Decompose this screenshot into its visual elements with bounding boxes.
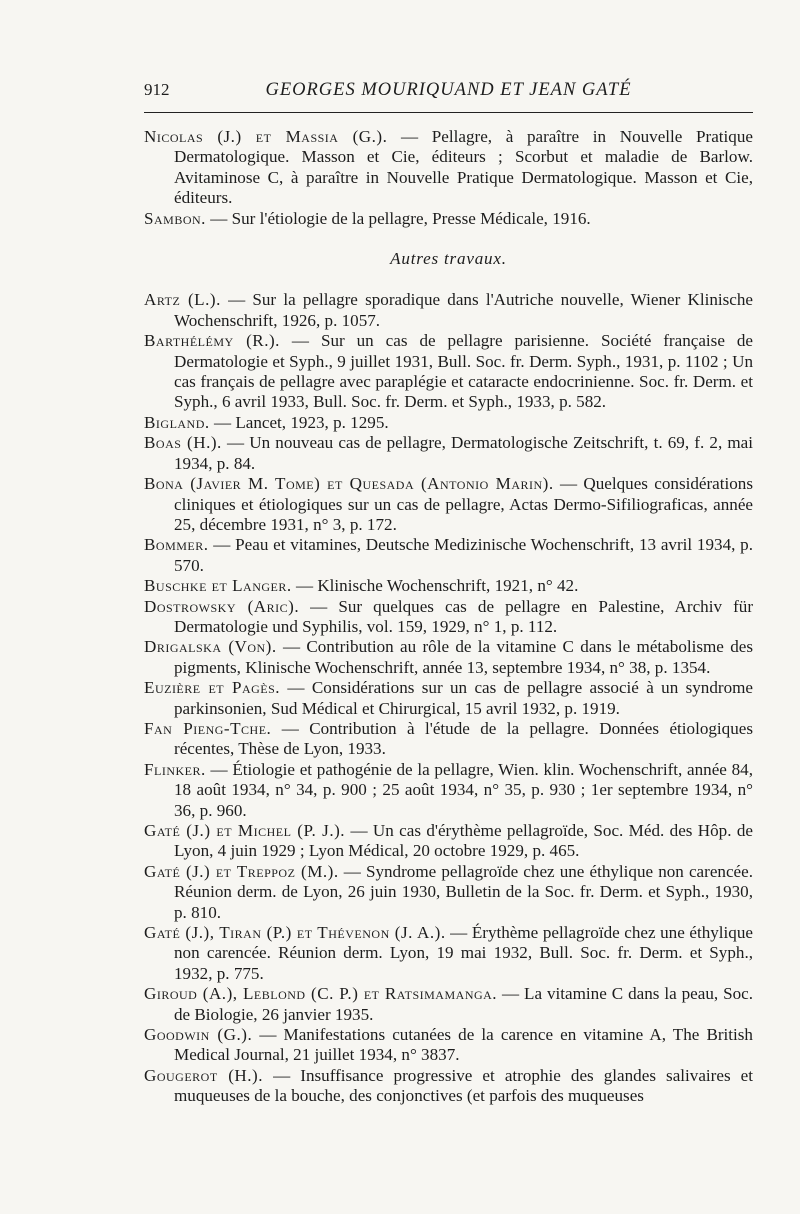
entry-authors: Gougerot (H.). — [144, 1065, 264, 1085]
bibliography — [144, 127, 753, 1107]
bibliography-entry — [144, 474, 753, 535]
entry-authors: Dostrowsky (Aric). — [144, 596, 300, 616]
entry-authors: Bona (Javier M. Tome) et Quesada (Antonio Marin). — [144, 474, 554, 494]
entry-text: — Insuffisance progressive et atrophie des glandes salivaires et muqueuses de la bouche, des conjonctives (et parfois des muqueuses — [174, 1065, 753, 1106]
bibliography-entry — [144, 290, 753, 331]
header-rule — [144, 112, 753, 113]
entry-text: — Contribution à l'étude de la pellagre. Données étiologiques récentes, Thèse de Lyon, 1933. — [174, 718, 753, 759]
entry-text: — Klinische Wochenschrift, 1921, n° 42. — [291, 576, 579, 596]
bibliography-list-other-works — [144, 290, 753, 1106]
bibliography-entry — [144, 433, 753, 474]
bibliography-entry — [144, 1025, 753, 1066]
entry-authors: Bommer. — [144, 535, 209, 555]
bibliography-entry — [144, 719, 753, 760]
bibliography-entry — [144, 637, 753, 678]
entry-authors: Buschke et Langer. — [144, 576, 292, 596]
page-number: 912 — [144, 80, 170, 99]
entry-text: — Lancet, 1923, p. 1295. — [209, 412, 389, 432]
entry-text: — Sur l'étiologie de la pellagre, Presse Médicale, 1916. — [205, 208, 591, 228]
page-header — [144, 80, 753, 110]
entry-text: — Sur un cas de pellagre parisienne. Société française de Dermatologie et Syph., 9 juillet 1931, Bull. Soc. fr. Derm. Syph., 1931, p. 1102 ; Un cas français de pellagre avec paraplégie et cataracte endocrinienne. Soc. fr. Derm. et Syph., 6 avril 1933, Bull. Soc. fr. Derm. et Syph., 1933, p. 582. — [174, 331, 753, 412]
entry-text: — Sur quelques cas de pellagre en Palestine, Archiv für Dermatologie und Syphilis, vol. 159, 1929, n° 1, p. 112. — [174, 596, 754, 636]
bibliography-entry — [144, 413, 753, 433]
entry-authors: Euzière et Pagès. — [144, 678, 281, 698]
entry-text: — Contribution au rôle de la vitamine C dans le métabolisme des pigments, Klinische Wochenschrift, année 13, septembre 1934, n° 38, p. 1354. — [174, 637, 753, 677]
entry-authors: Nicolas (J.) et Massia (G.). — [144, 127, 388, 146]
bibliography-entry — [144, 209, 753, 229]
running-title: GEORGES MOURIQUAND ET JEAN GATÉ — [265, 80, 632, 100]
entry-authors: Drigalska (Von). — [144, 637, 277, 657]
entry-text: — Sur la pellagre sporadique dans l'Autriche nouvelle, Wiener Klinische Wochenschrift, 1926, p. 1057. — [174, 290, 754, 330]
entry-text: — Considérations sur un cas de pellagre associé à un syndrome parkinsonien, Sud Médical et Chirurgical, 15 avril 1932, p. 1919. — [174, 678, 754, 718]
bibliography-entry — [144, 984, 753, 1025]
bibliography-entry — [144, 576, 753, 596]
entry-text: — Syndrome pellagroïde chez une éthylique non carencée. Réunion derm. de Lyon, 26 juin 1930, Bulletin de la Soc. fr. Derm. et Syph., 1930, p. 810. — [174, 861, 753, 922]
bibliography-entry — [144, 331, 753, 413]
entry-authors: Sambon. — [144, 208, 206, 228]
entry-authors: Gaté (J.) et Treppoz (M.). — [144, 861, 339, 881]
entry-authors: Artz (L.). — [144, 290, 221, 310]
entry-text: — Érythème pellagroïde chez une éthylique non carencée. Réunion derm. Lyon, 19 mai 1932, Bull. Soc. fr. Derm. et Syph., 1932, p. 775. — [174, 923, 753, 983]
entry-authors: Barthélémy (R.). — [144, 331, 280, 351]
entry-authors: Bigland. — [144, 412, 210, 432]
bibliography-entry — [144, 127, 753, 209]
entry-authors: Goodwin (G.). — [144, 1025, 253, 1045]
bibliography-entry — [144, 862, 753, 923]
entry-text: — Pellagre, à paraître in Nouvelle Pratique Dermatologique. Masson et Cie, éditeurs ; Scorbut et maladie de Barlow. Avitaminose C, à paraître in Nouvelle Pratique Dermatologique. Masson et Cie, éditeurs. — [174, 127, 753, 208]
entry-text: — Peau et vitamines, Deutsche Medizinische Wochenschrift, 13 avril 1934, p. 570. — [174, 535, 753, 575]
bibliography-list-main — [144, 127, 753, 229]
entry-authors: Gaté (J.) et Michel (P. J.). — [144, 821, 346, 840]
entry-text: — Étiologie et pathogénie de la pellagre, Wien. klin. Wochenschrift, année 84, 18 août 1934, n° 34, p. 900 ; 25 août 1934, n° 35, p. 930 ; 1er septembre 1934, n° 36, p. 960. — [174, 759, 753, 820]
bibliography-entry — [144, 923, 753, 984]
bibliography-entry — [144, 821, 753, 862]
bibliography-entry — [144, 678, 753, 719]
bibliography-entry — [144, 1066, 753, 1107]
entry-authors: Boas (H.). — [144, 433, 222, 453]
entry-text: — Quelques considérations cliniques et étiologiques sur un cas de pellagre, Actas Dermo-Sifiliograficas, année 25, décembre 1931, n° 3, p. 172. — [174, 474, 754, 534]
entry-authors: Giroud (A.), Leblond (C. P.) et Ratsimamanga. — [144, 984, 498, 1004]
section-title: Autres travaux. — [390, 249, 507, 269]
entry-authors: Flinker. — [144, 759, 206, 779]
entry-text: — Manifestations cutanées de la carence en vitamine A, The British Medical Journal, 21 juillet 1934, n° 3837. — [174, 1025, 753, 1065]
bibliography-entry — [144, 597, 753, 638]
entry-text: — La vitamine C dans la peau, Soc. de Biologie, 26 janvier 1935. — [174, 984, 753, 1024]
entry-text: — Un nouveau cas de pellagre, Dermatologische Zeitschrift, t. 69, f. 2, mai 1934, p. 84. — [174, 433, 753, 473]
bibliography-entry — [144, 760, 753, 821]
bibliography-entry — [144, 535, 753, 576]
entry-authors: Fan Pieng-Tche. — [144, 718, 272, 738]
entry-text: — Un cas d'érythème pellagroïde, Soc. Méd. des Hôp. de Lyon, 4 juin 1929 ; Lyon Médical, 20 octobre 1929, p. 465. — [174, 821, 753, 861]
entry-authors: Gaté (J.), Tiran (P.) et Thévenon (J. A.). — [144, 923, 446, 943]
